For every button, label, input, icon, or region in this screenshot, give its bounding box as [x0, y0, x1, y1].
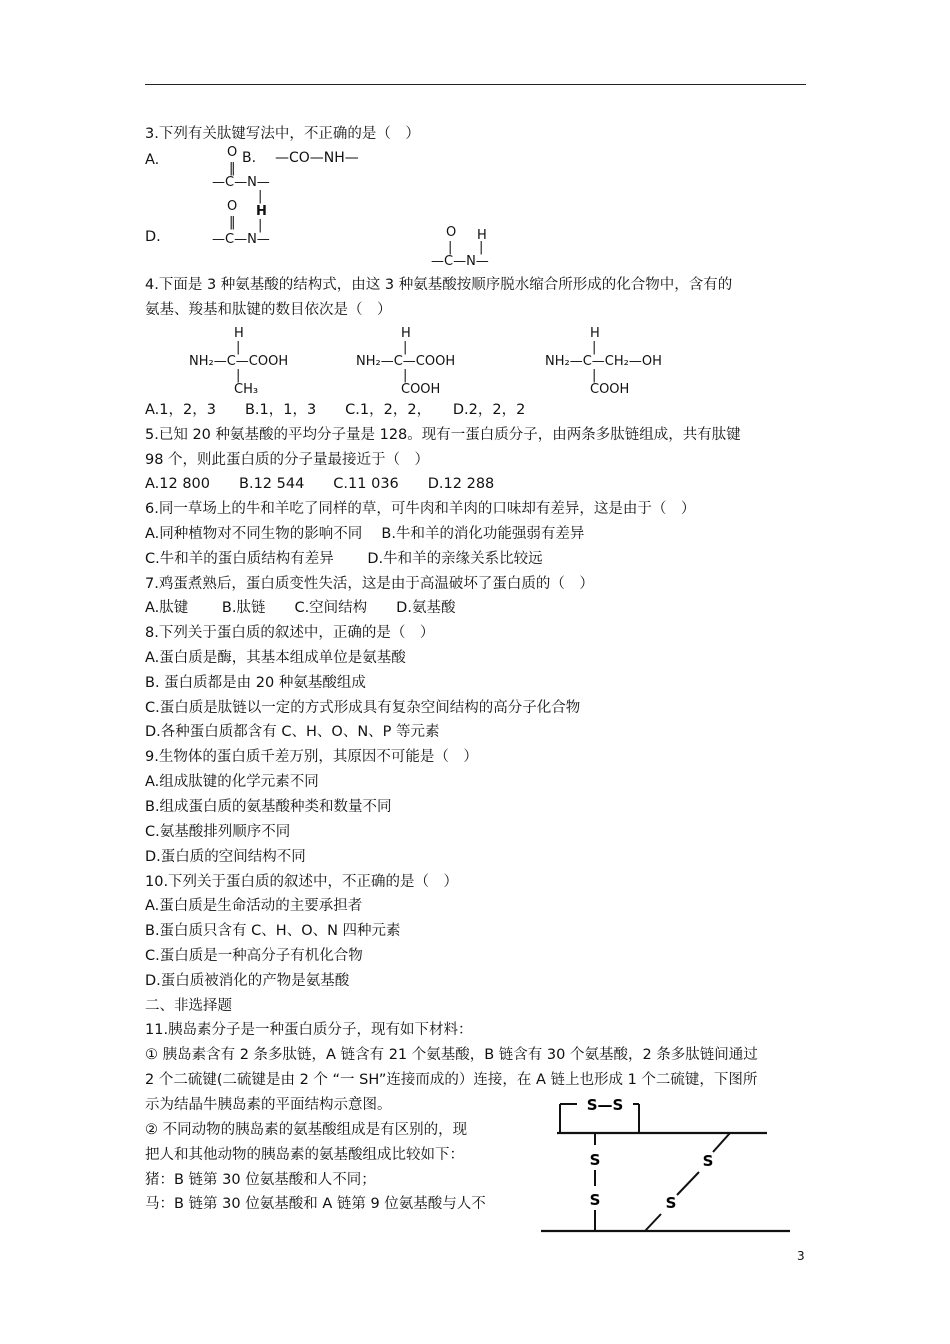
header-rule	[145, 84, 806, 85]
q3-d-oxygen: O	[227, 199, 238, 214]
aa1-bottom: CH₃	[234, 382, 259, 397]
q3-stem: 3.下列有关肽键写法中，不正确的是（ ）	[145, 126, 420, 142]
aa2-main: NH₂—C—COOH	[356, 354, 456, 369]
aa3-top: H	[590, 326, 600, 341]
q9-option-b: B.组成蛋白质的氨基酸种类和数量不同	[145, 799, 392, 815]
page-number: 3	[797, 1249, 805, 1263]
q11-pig: 猪：B 链第 30 位氨基酸和人不同；	[145, 1172, 376, 1188]
q8-option-c: C.蛋白质是肽链以一定的方式形成具有复杂空间结构的高分子化合物	[145, 700, 581, 716]
q3-d-chain: —C—N—	[212, 232, 270, 247]
q9-option-d: D.蛋白质的空间结构不同	[145, 849, 306, 865]
section-heading: 二、非选择题	[145, 998, 232, 1014]
q3-a-chain: —C—N—	[212, 175, 270, 190]
q3-c-hydrogen: H	[477, 228, 487, 243]
q10-option-b: B.蛋白质只含有 C、H、O、N 四种元素	[145, 923, 401, 939]
aa3-main: NH₂—C—CH₂—OH	[545, 354, 662, 369]
q10-option-d: D.蛋白质被消化的产物是氨基酸	[145, 973, 350, 989]
aa2-bottom: COOH	[401, 382, 441, 397]
aa3-bar-bottom: |	[592, 368, 597, 383]
aa1-bar-bottom: |	[236, 368, 241, 383]
q3-c-oxygen: O	[446, 225, 457, 240]
q3-a-oxygen: O	[227, 145, 238, 160]
aa3-bar-top: |	[592, 340, 597, 355]
q9-option-c: C.氨基酸排列顺序不同	[145, 824, 291, 840]
q9-option-a: A.组成肽键的化学元素不同	[145, 774, 319, 790]
q3-option-d-label: D.	[145, 229, 161, 245]
q3-a-hydrogen: H	[256, 204, 267, 219]
aa2-bar-bottom: |	[403, 368, 408, 383]
s-label-vertical-lower: S	[589, 1191, 601, 1209]
q6-stem: 6.同一草场上的牛和羊吃了同样的草，可牛肉和羊肉的口味却有差异，这是由于（ ）	[145, 501, 696, 517]
q5-line1: 5.已知 20 种氨基酸的平均分子量是 128。现有一蛋白质分子，由两条多肽链组成，共有肽键	[145, 427, 741, 443]
aa1-main: NH₂—C—COOH	[189, 354, 289, 369]
aa3-bottom: COOH	[590, 382, 630, 397]
q3-option-a-label: A.	[145, 152, 160, 168]
q3-c-bar-right: |	[479, 240, 484, 255]
q7-stem: 7.鸡蛋煮熟后，蛋白质变性失活，这是由于高温破坏了蛋白质的（ ）	[145, 576, 594, 592]
q4-stem-line1: 4.下面是 3 种氨基酸的结构式，由这 3 种氨基酸按顺序脱水缩合所形成的化合物中，含有的	[145, 277, 733, 293]
s-label-vertical-upper: S	[589, 1151, 601, 1169]
q7-options: A.肽键 B.肽链 C.空间结构 D.氨基酸	[145, 600, 456, 616]
q11-material2-line2: 把人和其他动物的胰岛素的氨基酸组成比较如下：	[145, 1147, 464, 1163]
q8-option-d: D.各种蛋白质都含有 C、H、O、N、P 等元素	[145, 724, 440, 740]
aa1-top: H	[234, 326, 244, 341]
q9-stem: 9.生物体的蛋白质千差万别，其原因不可能是（ ）	[145, 749, 478, 765]
q3-a-double-bond: ‖	[229, 161, 236, 176]
q4-stem-line2: 氨基、羧基和肽键的数目依次是（ ）	[145, 302, 392, 318]
q8-option-b: B. 蛋白质都是由 20 种氨基酸组成	[145, 675, 366, 691]
q5-options: A.12 800 B.12 544 C.11 036 D.12 288	[145, 476, 495, 492]
s-s-top-label: S—S	[586, 1096, 624, 1114]
q10-stem: 10.下列关于蛋白质的叙述中，不正确的是（ ）	[145, 874, 459, 890]
q11-horse: 马：B 链第 30 位氨基酸和 A 链第 9 位氨基酸与人不	[145, 1196, 486, 1212]
q3-option-b-formula: —CO—NH—	[275, 150, 359, 166]
q11-material1-line3: 示为结晶牛胰岛素的平面结构示意图。	[145, 1097, 392, 1113]
q11-material1-line2: 2 个二硫键(二硫键是由 2 个 “一 SH”连接而成的）连接，在 A 链上也形成 1 个二硫键，下图所	[145, 1072, 758, 1088]
aa1-bar-top: |	[236, 340, 241, 355]
s-label-diagonal-upper: S	[702, 1152, 714, 1170]
insulin-structure-diagram	[535, 1090, 795, 1240]
q3-option-b-label: B.	[242, 150, 257, 166]
q3-d-bar: |	[258, 218, 263, 233]
q8-stem: 8.下列关于蛋白质的叙述中，正确的是（ ）	[145, 625, 435, 641]
q11-material2-line1: ② 不同动物的胰岛素的氨基酸组成是有区别的，现	[145, 1122, 468, 1138]
aa2-bar-top: |	[403, 340, 408, 355]
aa2-top: H	[401, 326, 411, 341]
q6-options-ab: A.同种植物对不同生物的影响不同 B.牛和羊的消化功能强弱有差异	[145, 526, 585, 542]
q3-a-bar: |	[258, 189, 263, 204]
q11-material1-line1: ① 胰岛素含有 2 条多肽链，A 链含有 21 个氨基酸，B 链含有 30 个氨基酸，2 条多肽链间通过	[145, 1047, 758, 1063]
q3-d-double-bond: ‖	[229, 215, 236, 230]
q5-line2: 98 个，则此蛋白质的分子量最接近于（ ）	[145, 452, 430, 468]
q3-c-chain: —C—N—	[431, 254, 489, 269]
q11-stem: 11.胰岛素分子是一种蛋白质分子，现有如下材料：	[145, 1022, 473, 1038]
q6-options-cd: C.牛和羊的蛋白质结构有差异 D.牛和羊的亲缘关系比较远	[145, 551, 543, 567]
q3-c-bar-left: |	[448, 240, 453, 255]
q8-option-a: A.蛋白质是酶，其基本组成单位是氨基酸	[145, 650, 406, 666]
q10-option-c: C.蛋白质是一种高分子有机化合物	[145, 948, 363, 964]
q4-options: A.1，2，3 B.1，1，3 C.1，2，2， D.2，2，2	[145, 402, 526, 418]
s-label-diagonal-lower: S	[665, 1194, 677, 1212]
q10-option-a: A.蛋白质是生命活动的主要承担者	[145, 898, 363, 914]
